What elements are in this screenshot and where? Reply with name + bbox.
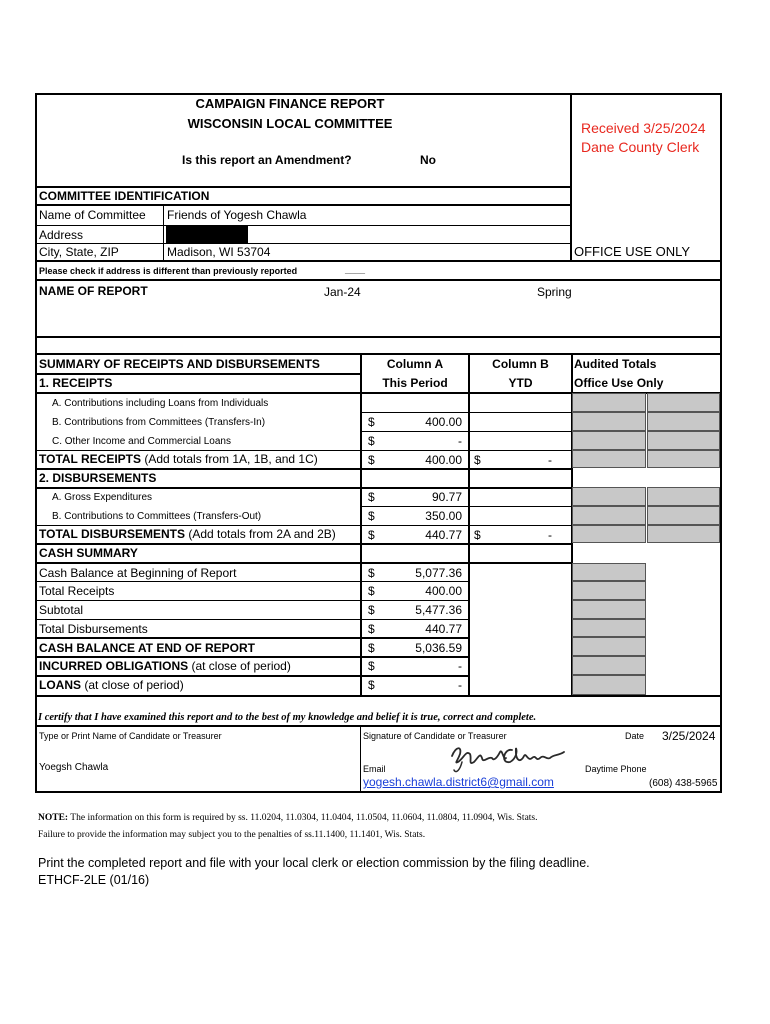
divider bbox=[36, 581, 468, 582]
receipts-row-c-label: C. Other Income and Commercial Loans bbox=[52, 436, 231, 447]
committee-name-label: Name of Committee bbox=[39, 208, 146, 222]
divider bbox=[36, 487, 571, 489]
audit-box bbox=[647, 506, 720, 525]
phone-label: Daytime Phone bbox=[585, 764, 647, 774]
city-state-zip-label: City, State, ZIP bbox=[39, 245, 119, 259]
cash-disbursements-value: 440.77 bbox=[425, 622, 462, 636]
divider bbox=[36, 695, 722, 697]
divider bbox=[36, 336, 722, 338]
divider bbox=[36, 186, 571, 188]
cash-end-value: 5,036.59 bbox=[415, 641, 462, 655]
loans-bold: LOANS bbox=[39, 678, 81, 692]
column-b-subheader: YTD bbox=[508, 376, 533, 390]
audit-box bbox=[572, 393, 646, 412]
column-a-header: Column A bbox=[386, 357, 444, 371]
address-label: Address bbox=[39, 228, 84, 242]
divider bbox=[360, 726, 361, 792]
cash-receipts-label: Total Receipts bbox=[39, 584, 115, 598]
penalty-note: Failure to provide the information may subject you to the penalties of ss.11.1400, 11.1401, Wis. Stats. bbox=[38, 830, 426, 840]
divider bbox=[36, 600, 468, 601]
audit-box bbox=[572, 506, 646, 525]
total-receipts-ytd-value: - bbox=[548, 453, 552, 467]
cash-subtotal-label: Subtotal bbox=[39, 603, 84, 617]
address-change-note: Please check if address is different than previously reported bbox=[39, 266, 298, 276]
disbursements-row-b-dollar: $ bbox=[368, 509, 375, 523]
legal-note-text: The information on this form is required by ss. 11.0204, 11.0304, 11.0404, 11.0504, 11.0604, 11.0804, 11.0904, Wis. Stats. bbox=[68, 813, 538, 823]
form-id: ETHCF-2LE (01/16) bbox=[38, 873, 150, 887]
loans-note: (at close of period) bbox=[81, 678, 184, 692]
audited-totals-header: Audited Totals bbox=[574, 357, 657, 371]
form-title-line2: WISCONSIN LOCAL COMMITTEE bbox=[187, 116, 393, 131]
received-stamp: Received 3/25/2024 bbox=[581, 120, 706, 136]
address-change-checkbox[interactable]: ____ bbox=[345, 265, 366, 275]
total-disbursements-ytd-dollar: $ bbox=[474, 528, 481, 542]
receipts-row-c-dollar: $ bbox=[368, 434, 375, 448]
signature-label: Signature of Candidate or Treasurer bbox=[363, 731, 507, 741]
legal-note bbox=[38, 811, 538, 825]
date-label: Date bbox=[625, 731, 645, 741]
filing-instructions: Print the completed report and file with your local clerk or election commission by the filing deadline. bbox=[38, 856, 590, 870]
audit-box bbox=[647, 431, 720, 450]
total-receipts-bold: TOTAL RECEIPTS bbox=[39, 452, 142, 466]
obligations-dollar: $ bbox=[368, 659, 375, 673]
divider bbox=[361, 412, 571, 413]
email-label: Email bbox=[363, 764, 386, 774]
committee-section-title: COMMITTEE IDENTIFICATION bbox=[39, 189, 210, 203]
obligations-bold: INCURRED OBLIGATIONS bbox=[39, 659, 189, 673]
divider bbox=[36, 725, 722, 727]
receipts-row-b-value: 400.00 bbox=[425, 415, 462, 429]
cash-receipts-dollar: $ bbox=[368, 584, 375, 598]
obligations-note: (at close of period) bbox=[188, 659, 291, 673]
loans-label bbox=[39, 678, 184, 692]
cash-receipts-value: 400.00 bbox=[425, 584, 462, 598]
audit-box bbox=[572, 412, 646, 431]
audit-box bbox=[572, 600, 646, 619]
audit-box bbox=[647, 450, 720, 468]
total-receipts-dollar: $ bbox=[368, 453, 375, 467]
audit-box bbox=[572, 450, 646, 468]
total-disbursements-bold: TOTAL DISBURSEMENTS bbox=[39, 527, 186, 541]
total-receipts-value: 400.00 bbox=[425, 453, 462, 467]
audit-box bbox=[647, 412, 720, 431]
obligations-value: - bbox=[458, 659, 462, 673]
audit-box bbox=[572, 656, 646, 675]
audit-box bbox=[572, 431, 646, 450]
total-disbursements-note: (Add totals from 2A and 2B) bbox=[185, 527, 336, 541]
committee-name-value: Friends of Yogesh Chawla bbox=[167, 208, 307, 222]
form-title-line1: CAMPAIGN FINANCE REPORT bbox=[195, 96, 385, 111]
email-link[interactable]: yogesh.chawla.district6@gmail.com bbox=[363, 775, 554, 789]
audit-box bbox=[572, 525, 646, 543]
total-disbursements-label bbox=[39, 527, 336, 541]
date-value: 3/25/2024 bbox=[662, 729, 716, 743]
report-name-label: NAME OF REPORT bbox=[39, 284, 148, 298]
total-disbursements-ytd-value: - bbox=[548, 528, 552, 542]
divider bbox=[36, 468, 571, 470]
obligations-label bbox=[39, 659, 291, 673]
audit-box bbox=[572, 675, 646, 695]
divider bbox=[36, 656, 468, 658]
divider bbox=[36, 450, 571, 451]
divider bbox=[36, 675, 468, 677]
audit-box bbox=[572, 637, 646, 656]
disbursements-title: 2. DISBURSEMENTS bbox=[39, 471, 157, 485]
amendment-answer: No bbox=[420, 153, 436, 167]
treasurer-name-value: Yoegsh Chawla bbox=[39, 762, 109, 773]
city-state-zip-value: Madison, WI 53704 bbox=[167, 245, 271, 259]
cash-begin-value: 5,077.36 bbox=[415, 566, 462, 580]
divider bbox=[36, 619, 468, 620]
cash-subtotal-value: 5,477.36 bbox=[415, 603, 462, 617]
column-a-subheader: This Period bbox=[382, 376, 448, 390]
divider bbox=[36, 373, 360, 375]
disbursements-row-b-label: B. Contributions to Committees (Transfers-Out) bbox=[52, 511, 262, 522]
audit-box bbox=[647, 393, 720, 412]
disbursements-row-a-value: 90.77 bbox=[431, 490, 462, 504]
divider bbox=[36, 637, 468, 639]
receipts-row-c-value: - bbox=[458, 434, 462, 448]
clerk-stamp: Dane County Clerk bbox=[581, 139, 700, 155]
column-b-header: Column B bbox=[492, 357, 549, 371]
cash-end-label: CASH BALANCE AT END OF REPORT bbox=[39, 641, 255, 655]
disbursements-row-a-label: A. Gross Expenditures bbox=[52, 492, 153, 503]
redacted-address bbox=[166, 226, 248, 243]
loans-value: - bbox=[458, 678, 462, 692]
divider bbox=[36, 562, 571, 564]
treasurer-name-label: Type or Print Name of Candidate or Treasurer bbox=[39, 731, 222, 741]
divider bbox=[361, 431, 571, 432]
total-disbursements-dollar: $ bbox=[368, 528, 375, 542]
divider bbox=[361, 506, 571, 507]
disbursements-row-a-dollar: $ bbox=[368, 490, 375, 504]
divider bbox=[163, 205, 164, 261]
certification-statement: I certify that I have examined this report and to the best of my knowledge and belief it is true, correct and complete. bbox=[38, 712, 537, 723]
office-use-only-subheader: Office Use Only bbox=[574, 376, 664, 390]
signature-image bbox=[448, 740, 570, 776]
audit-box bbox=[647, 487, 720, 506]
divider bbox=[36, 243, 571, 244]
cash-disbursements-dollar: $ bbox=[368, 622, 375, 636]
phone-value: (608) 438-5965 bbox=[649, 778, 718, 789]
receipts-title: 1. RECEIPTS bbox=[39, 376, 113, 390]
divider bbox=[36, 543, 571, 545]
receipts-row-a-label: A. Contributions including Loans from Individuals bbox=[52, 398, 269, 409]
summary-title: SUMMARY OF RECEIPTS AND DISBURSEMENTS bbox=[39, 357, 320, 371]
total-receipts-ytd-dollar: $ bbox=[474, 453, 481, 467]
office-use-only-label: OFFICE USE ONLY bbox=[574, 244, 691, 259]
divider bbox=[36, 225, 571, 226]
cash-subtotal-dollar: $ bbox=[368, 603, 375, 617]
disbursements-row-b-value: 350.00 bbox=[425, 509, 462, 523]
divider bbox=[36, 525, 571, 526]
cash-begin-dollar: $ bbox=[368, 566, 375, 580]
divider bbox=[36, 260, 722, 262]
report-period: Jan-24 bbox=[324, 285, 361, 299]
audit-box bbox=[572, 581, 646, 600]
cash-end-dollar: $ bbox=[368, 641, 375, 655]
receipts-row-b-label: B. Contributions from Committees (Transfers-In) bbox=[52, 417, 266, 428]
total-receipts-note: (Add totals from 1A, 1B, and 1C) bbox=[141, 452, 318, 466]
receipts-row-b-dollar: $ bbox=[368, 415, 375, 429]
audit-box bbox=[572, 619, 646, 637]
office-use-divider bbox=[570, 94, 572, 260]
total-disbursements-value: 440.77 bbox=[425, 528, 462, 542]
cash-begin-label: Cash Balance at Beginning of Report bbox=[39, 566, 237, 580]
audit-box bbox=[572, 487, 646, 506]
audit-box bbox=[647, 525, 720, 543]
total-receipts-label bbox=[39, 452, 318, 466]
divider bbox=[36, 279, 722, 281]
cash-summary-title: CASH SUMMARY bbox=[39, 546, 138, 560]
divider bbox=[36, 353, 722, 355]
cash-disbursements-label: Total Disbursements bbox=[39, 622, 148, 636]
report-election: Spring bbox=[537, 285, 572, 299]
amendment-question: Is this report an Amendment? bbox=[182, 153, 352, 167]
loans-dollar: $ bbox=[368, 678, 375, 692]
divider bbox=[36, 204, 571, 206]
audit-box bbox=[572, 563, 646, 581]
legal-note-label: NOTE: bbox=[38, 813, 69, 823]
